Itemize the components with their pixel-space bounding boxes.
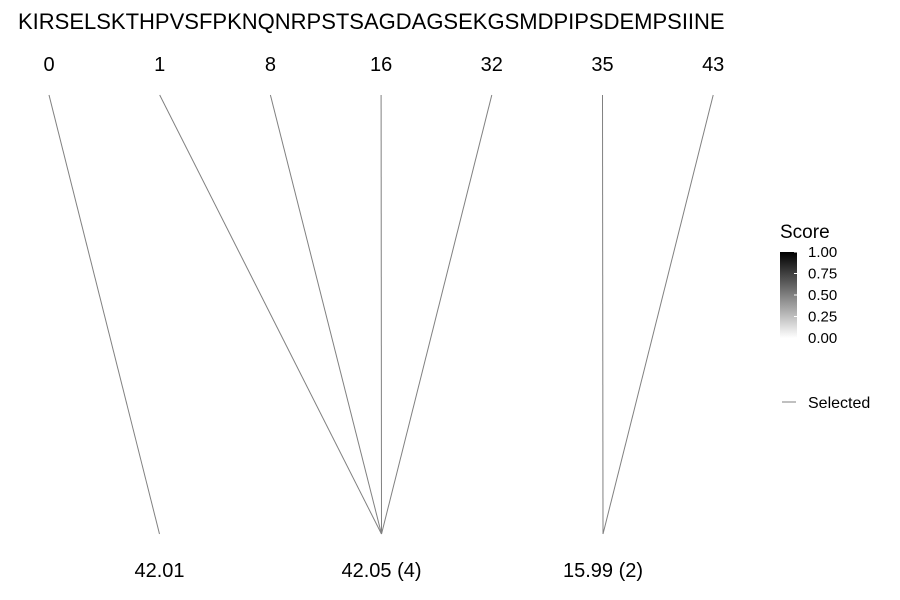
score-legend-title: Score [780,222,830,243]
link-line [270,95,381,534]
mass-shift-label: 42.05 (4) [341,560,422,582]
link-line [49,95,160,534]
selected-legend-label: Selected [808,395,871,412]
score-tick-label: 0.00 [808,330,838,347]
link-lines [49,95,713,534]
position-label: 1 [154,54,166,76]
score-tick-label: 0.75 [808,265,838,283]
link-line [160,95,382,534]
peptide-sequence-title: KIRSELSKTHPVSFPKNQNRPSTSAGDAGSEKGSMDPIPSDEMPSIINE [18,9,725,34]
score-tick-label: 1.00 [808,244,838,261]
score-tick-label: 0.50 [808,287,838,304]
score-colorbar-ticks [794,244,837,347]
mass-shift-labels [134,560,643,582]
link-line [382,95,492,534]
position-labels [43,54,724,76]
mass-shift-label: 42.01 [134,560,185,582]
link-line [603,95,604,534]
position-label: 8 [264,54,276,76]
score-legend [780,222,837,347]
link-line [603,95,713,534]
mass-shift-label: 15.99 (2) [562,560,644,582]
position-label: 32 [480,54,503,76]
selected-legend [782,395,870,412]
position-label: 0 [43,54,55,76]
position-label: 35 [591,54,614,76]
position-label: 16 [369,54,393,76]
score-tick-label: 0.25 [808,308,838,326]
position-label: 43 [702,54,725,76]
